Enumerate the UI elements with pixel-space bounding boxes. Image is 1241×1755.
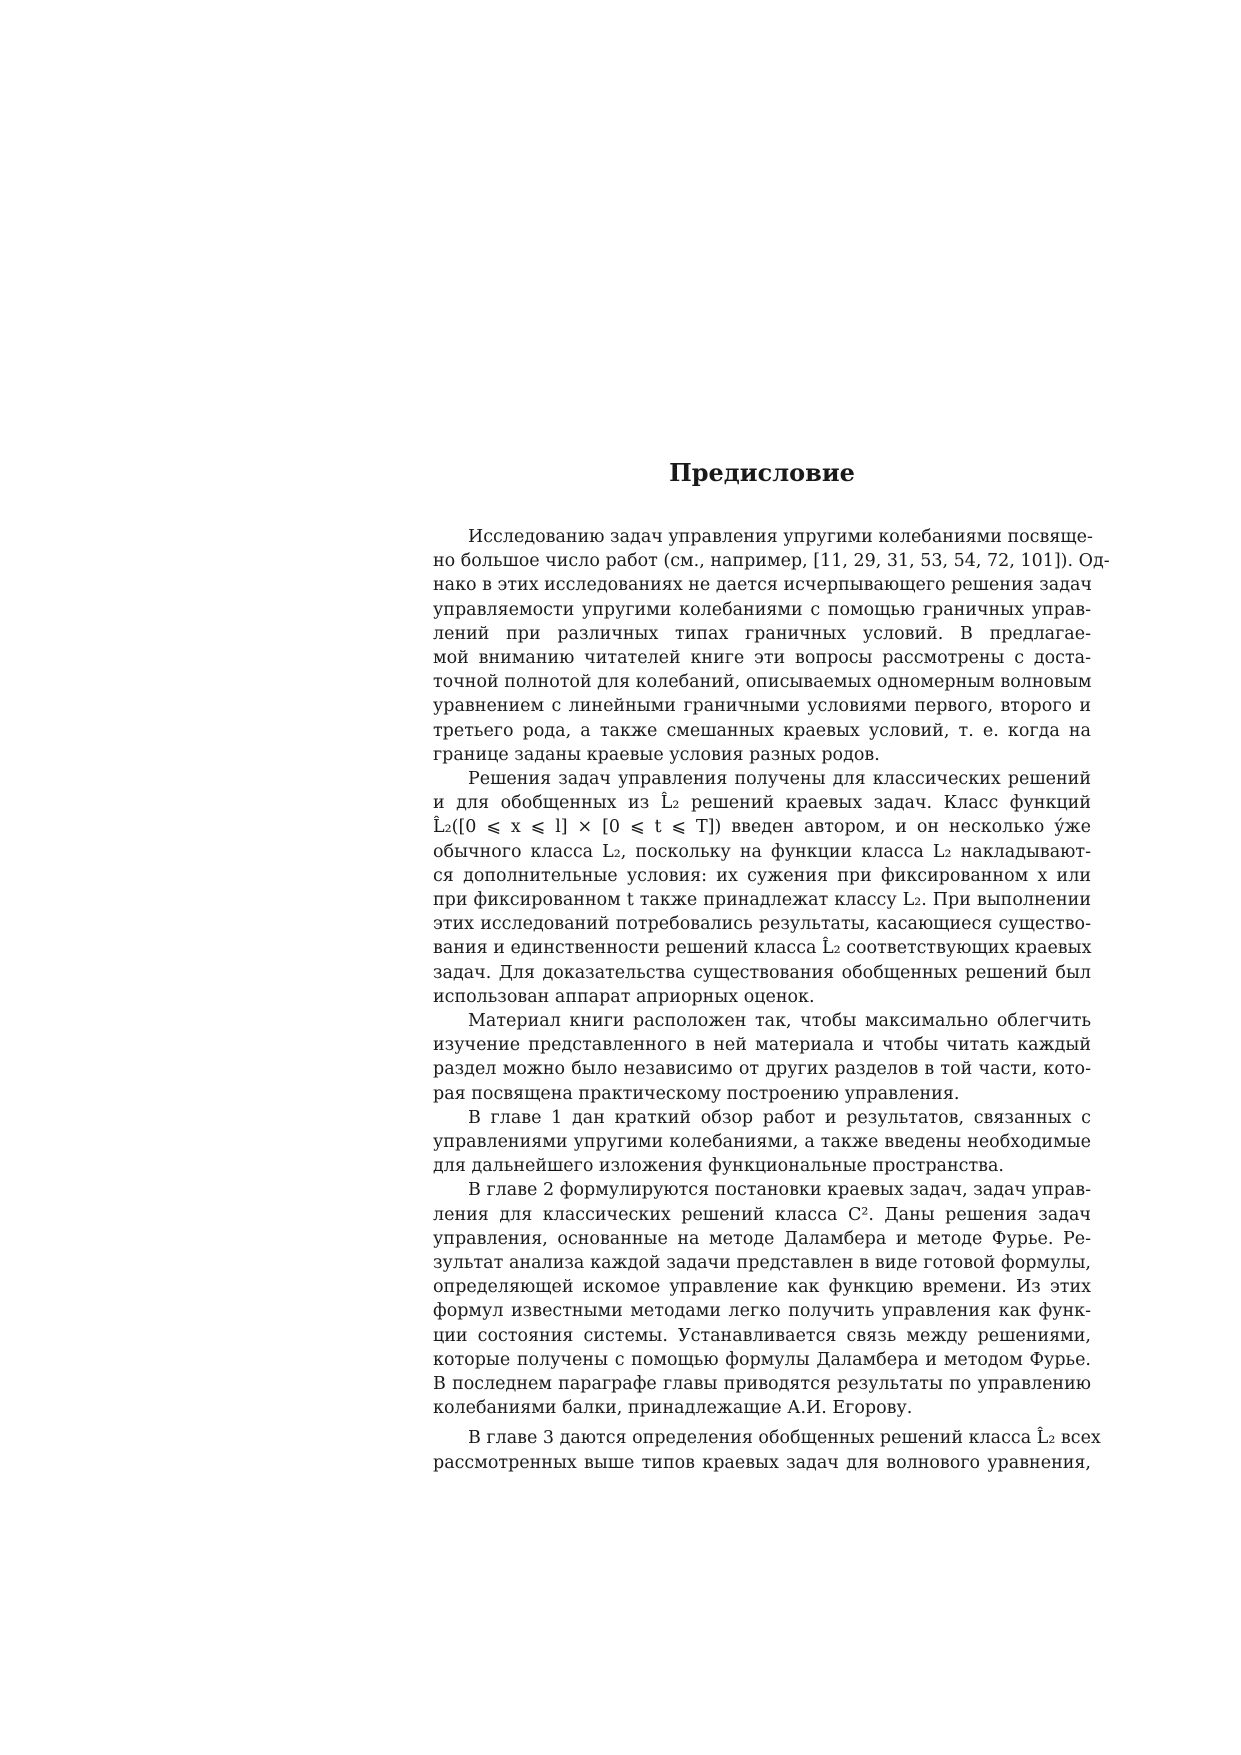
text-line: зультат анализа каждой задачи представлен в виде готовой формулы, (433, 1253, 1091, 1273)
text-line: ся дополнительные условия: их сужения при фиксированном x или (433, 865, 1091, 886)
text-line: Материал книги расположен так, чтобы максимально облегчить (468, 1011, 1091, 1031)
text-line: В последнем параграфе главы приводятся результаты по управлению (433, 1374, 1091, 1394)
text-line: обычного класса L₂, поскольку на функции класса L₂ накладывают- (433, 841, 1091, 862)
text-line: использован аппарат априорных оценок. (433, 986, 815, 1007)
text-line: формул известными методами легко получить управления как функ- (433, 1301, 1091, 1322)
text-line: уравнением с линейными граничными условиями первого, второго и (433, 696, 1091, 717)
text-line: третьего рода, а также смешанных краевых условий, т. е. когда на (433, 720, 1091, 741)
text-line: мой вниманию читателей книге эти вопросы рассмотрены с доста- (433, 648, 1091, 668)
text-line: В главе 3 даются определения обобщенных решений класса L̂₂ всех (468, 1428, 1101, 1449)
text-line: Решения задач управления получены для классических решений (468, 769, 1091, 789)
text-line: Исследованию задач управления упругими колебаниями посвяще- (468, 527, 1093, 547)
text-line: границе заданы краевые условия разных родов. (433, 744, 880, 765)
text-line: рая посвящена практическому построению управления. (433, 1083, 960, 1104)
text-line: вания и единственности решений класса L̂₂ соответствующих краевых (433, 938, 1092, 959)
text-line: В главе 1 дан краткий обзор работ и результатов, связанных с (468, 1107, 1091, 1128)
text-line: и для обобщенных из L̂₂ решений краевых задач. Класс функций (433, 793, 1091, 814)
text-line: которые получены с помощью формулы Даламбера и методом Фурье. (433, 1349, 1091, 1370)
text-line: L̂₂([0 ⩽ x ⩽ l] × [0 ⩽ t ⩽ T]) введен автором, и он несколько у́же (433, 817, 1091, 838)
page-title: Предисловие (669, 458, 855, 487)
text-line: точной полнотой для колебаний, описываемых одномерным волновым (433, 672, 1092, 693)
text-line: управления, основанные на методе Даламбера и методе Фурье. Ре- (433, 1228, 1091, 1249)
text-line: при фиксированном t также принадлежат классу L₂. При выполнении (433, 890, 1091, 910)
text-line: определяющей искомое управление как функцию времени. Из этих (433, 1277, 1091, 1298)
text-line: колебаниями балки, принадлежащие А.И. Егорову. (433, 1398, 913, 1419)
text-line: ления для классических решений класса C². Даны решения задач (433, 1204, 1091, 1225)
text-line: В главе 2 формулируются постановки краевых задач, задач управ- (468, 1180, 1091, 1201)
text-line: рассмотренных выше типов краевых задач для волнового уравнения, (433, 1452, 1091, 1473)
text-line: ции состояния системы. Устанавливается связь между решениями, (433, 1325, 1091, 1346)
text-line: лений при различных типах граничных условий. В предлагае- (433, 623, 1091, 644)
text-line: изучение представленного в ней материала и чтобы читать каждый (433, 1035, 1091, 1056)
text-line: задач. Для доказательства существования обобщенных решений был (433, 962, 1091, 983)
text-line: раздел можно было независимо от других разделов в той части, кото- (433, 1059, 1091, 1080)
text-line: но большое число работ (см., например, [11, 29, 31, 53, 54, 72, 101]). Од- (433, 551, 1110, 572)
text-line: управлениями упругими колебаниями, а также введены необходимые (433, 1132, 1091, 1152)
text-line: нако в этих исследованиях не дается исчерпывающего решения задач (433, 575, 1092, 596)
text-line: этих исследований потребовались результаты, касающиеся существо- (433, 914, 1091, 935)
text-line: для дальнейшего изложения функциональные пространства. (433, 1156, 1004, 1177)
text-line: управляемости упругими колебаниями с помощью граничных управ- (433, 599, 1091, 620)
